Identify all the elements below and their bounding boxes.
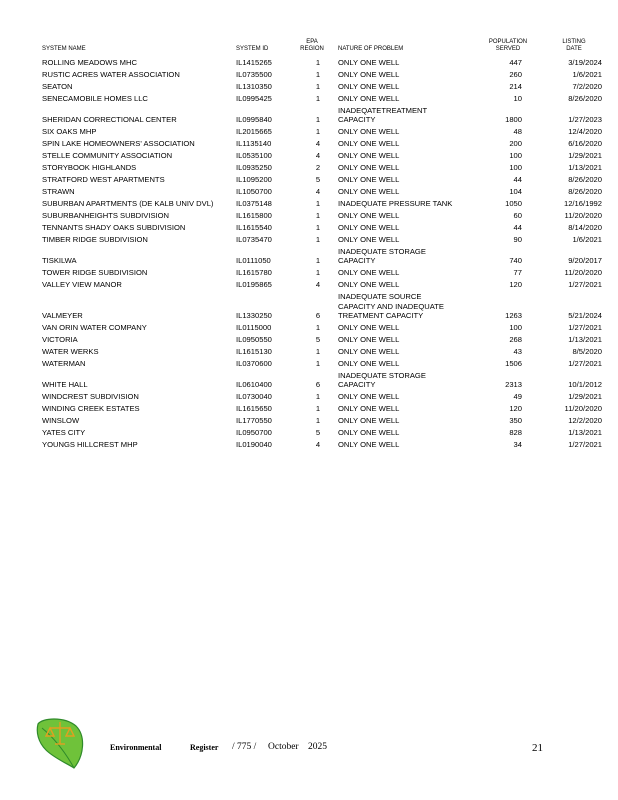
population-cell: 740 [509,256,522,266]
table-row [42,57,602,69]
listing-date-cell: 1/6/2021 [572,70,602,80]
listing-date-cell: 3/19/2024 [568,58,602,68]
listing-date-cell: 1/29/2021 [568,151,602,161]
population-cell: 200 [509,139,522,149]
table-row [42,267,602,279]
epa-region-cell: 4 [315,151,321,161]
table-row [42,322,602,334]
table-row [42,186,602,198]
system-id-cell: IL1330250 [236,310,272,320]
system-name-cell: WINDCREST SUBDIVISION [42,391,139,401]
system-name-cell: TENNANTS SHADY OAKS SUBDIVISION [42,223,186,233]
problem-cell: ONLY ONE WELL [338,175,400,185]
listing-date-cell: 1/13/2021 [568,163,602,173]
system-id-cell: IL0535100 [236,151,272,161]
system-id-cell: IL0995840 [236,115,272,125]
problem-cell: ONLY ONE WELL [338,223,400,233]
system-id-cell: IL1310350 [236,82,272,92]
epa-region-cell: 4 [315,280,321,290]
listing-date-cell: 10/1/2012 [568,379,602,389]
epa-region-cell: 1 [315,322,321,332]
system-id-cell: IL0995425 [236,94,272,104]
problem-cell: ONLY ONE WELL [338,334,400,344]
listing-date-cell: 1/27/2021 [568,280,602,290]
epa-region-cell: 4 [315,439,321,449]
table-row [42,403,602,415]
epa-region-cell: 1 [315,199,321,209]
epa-region-cell: 1 [315,268,321,278]
system-name-cell: WATER WERKS [42,346,99,356]
system-id-cell: IL1770550 [236,415,272,425]
system-id-cell: IL1415265 [236,58,272,68]
epa-region-cell: 6 [315,310,321,320]
listing-date-cell: 1/27/2021 [568,358,602,368]
epa-region-cell: 1 [315,415,321,425]
epa-region-cell: 1 [315,403,321,413]
footer-year: 2025 [308,742,327,752]
system-id-cell: IL0111050 [236,256,271,266]
listing-date-cell: 8/26/2020 [568,187,602,197]
table-row [42,150,602,162]
listing-date-cell: 1/27/2021 [568,322,602,332]
register-table [42,57,602,451]
system-name-cell: STELLE COMMUNITY ASSOCIATION [42,151,173,161]
table-row [42,415,602,427]
population-cell: 350 [509,415,522,425]
table-row [42,439,602,451]
listing-date-cell: 7/2/2020 [572,82,602,92]
population-cell: 44 [513,175,522,185]
table-row [42,69,602,81]
listing-date-cell: 1/13/2021 [568,427,602,437]
table-row [42,357,602,369]
population-cell: 1506 [505,358,522,368]
leaf-scales-logo-icon [34,714,88,772]
system-name-cell: WINSLOW [42,415,80,425]
problem-cell: ONLY ONE WELL [338,322,400,332]
problem-cell: ONLY ONE WELL [338,439,400,449]
table-row [42,198,602,210]
problem-cell: ONLY ONE WELL [338,427,400,437]
problem-cell: ONLY ONE WELL [338,268,400,278]
population-cell: 1800 [505,115,522,125]
epa-region-cell: 4 [315,187,321,197]
problem-cell: ONLY ONE WELL [338,127,400,137]
population-cell: 120 [509,280,522,290]
epa-region-cell: 1 [315,82,321,92]
listing-date-cell: 11/20/2020 [564,403,602,413]
problem-cell: INADEQUATE STORAGE CAPACITY [338,370,426,389]
epa-region-cell: 1 [315,211,321,221]
epa-region-cell: 1 [315,358,321,368]
problem-cell: ONLY ONE WELL [338,58,400,68]
listing-date-cell: 1/27/2021 [568,439,602,449]
problem-cell: ONLY ONE WELL [338,415,400,425]
system-id-cell: IL0735500 [236,70,272,80]
header-population-served: POPULATION SERVED [488,39,528,52]
system-id-cell: IL0950550 [236,334,272,344]
listing-date-cell: 8/26/2020 [568,175,602,185]
epa-region-cell: 2 [315,163,321,173]
system-name-cell: WHITE HALL [42,379,88,389]
listing-date-cell: 6/16/2020 [568,139,602,149]
population-cell: 120 [509,403,522,413]
system-name-cell: WATERMAN [42,358,86,368]
header-system-name: SYSTEM NAME [42,46,86,52]
system-name-cell: VICTORIA [42,334,78,344]
population-cell: 10 [513,94,522,104]
problem-cell: ONLY ONE WELL [338,94,400,104]
population-cell: 1050 [505,199,522,209]
listing-date-cell: 5/21/2024 [568,310,602,320]
population-cell: 100 [509,163,522,173]
epa-region-cell: 1 [315,235,321,245]
epa-region-cell: 5 [315,427,321,437]
problem-cell: ONLY ONE WELL [338,139,400,149]
system-name-cell: WINDING CREEK ESTATES [42,403,140,413]
system-name-cell: SPIN LAKE HOMEOWNERS' ASSOCIATION [42,139,195,149]
system-id-cell: IL1615780 [236,268,272,278]
table-row [42,210,602,222]
epa-region-cell: 5 [315,175,321,185]
footer-environmental: Environmental [110,743,162,752]
problem-cell: ONLY ONE WELL [338,391,400,401]
population-cell: 104 [509,187,522,197]
problem-cell: ONLY ONE WELL [338,151,400,161]
problem-cell: INADEQUATE SOURCE CAPACITY AND INADEQUATE TREATMENT CAPACITY [338,292,444,320]
system-name-cell: VALMEYER [42,310,83,320]
system-name-cell: SEATON [42,82,73,92]
problem-cell: ONLY ONE WELL [338,211,400,221]
problem-cell: INADEQUATE PRESSURE TANK [338,199,453,209]
system-id-cell: IL0730040 [236,391,272,401]
footer-page-number: 21 [532,742,543,754]
population-cell: 48 [513,127,522,137]
problem-cell: ONLY ONE WELL [338,280,400,290]
table-row [42,369,602,390]
population-cell: 60 [513,211,522,221]
system-id-cell: IL1135140 [236,139,272,149]
system-id-cell: IL0370600 [236,358,272,368]
table-row [42,138,602,150]
listing-date-cell: 9/20/2017 [568,256,602,266]
population-cell: 100 [509,322,522,332]
population-cell: 43 [513,346,522,356]
system-id-cell: IL1615650 [236,403,272,413]
table-row [42,105,602,126]
problem-cell: ONLY ONE WELL [338,235,400,245]
system-id-cell: IL0115000 [236,322,272,332]
epa-region-cell: 1 [315,58,321,68]
epa-region-cell: 1 [315,391,321,401]
listing-date-cell: 12/2/2020 [568,415,602,425]
population-cell: 77 [513,268,522,278]
header-system-id: SYSTEM ID [236,46,269,52]
system-name-cell: RUSTIC ACRES WATER ASSOCIATION [42,70,180,80]
system-id-cell: IL1615130 [236,346,272,356]
system-name-cell: TOWER RIDGE SUBDIVISION [42,268,148,278]
epa-region-cell: 1 [315,346,321,356]
epa-region-cell: 1 [315,94,321,104]
system-name-cell: VAN ORIN WATER COMPANY [42,322,147,332]
problem-cell: INADEQATETREATMENT CAPACITY [338,106,428,125]
problem-cell: ONLY ONE WELL [338,346,400,356]
system-id-cell: IL0950700 [236,427,272,437]
population-cell: 260 [509,70,522,80]
footer-issue: / 775 / [232,742,257,752]
table-row [42,174,602,186]
system-name-cell: STORYBOOK HIGHLANDS [42,163,137,173]
epa-region-cell: 1 [315,127,321,137]
epa-region-cell: 6 [315,379,321,389]
table-row [42,246,602,267]
listing-date-cell: 1/29/2021 [568,391,602,401]
system-id-cell: IL0195865 [236,280,272,290]
population-cell: 268 [509,334,522,344]
system-name-cell: SUBURBAN APARTMENTS (DE KALB UNIV DVL) [42,199,214,209]
population-cell: 100 [509,151,522,161]
system-id-cell: IL0375148 [236,199,272,209]
table-row [42,345,602,357]
population-cell: 214 [509,82,522,92]
problem-cell: ONLY ONE WELL [338,403,400,413]
problem-cell: ONLY ONE WELL [338,82,400,92]
system-id-cell: IL1050700 [236,187,272,197]
system-id-cell: IL0735470 [236,235,272,245]
system-name-cell: VALLEY VIEW MANOR [42,280,122,290]
population-cell: 828 [509,427,522,437]
problem-cell: ONLY ONE WELL [338,187,400,197]
listing-date-cell: 1/13/2021 [568,334,602,344]
table-row [42,162,602,174]
listing-date-cell: 11/20/2020 [564,211,602,221]
population-cell: 90 [513,235,522,245]
population-cell: 2313 [505,379,522,389]
table-row [42,291,602,321]
system-name-cell: YOUNGS HILLCREST MHP [42,439,138,449]
system-name-cell: YATES CITY [42,427,86,437]
system-id-cell: IL1615540 [236,223,272,233]
epa-region-cell: 4 [315,139,321,149]
listing-date-cell: 8/5/2020 [572,346,602,356]
listing-date-cell: 1/6/2021 [572,235,602,245]
system-id-cell: IL0610400 [236,379,272,389]
footer-register: Register [190,743,219,752]
epa-region-cell: 1 [315,223,321,233]
register-table-body [42,57,602,451]
population-cell: 44 [513,223,522,233]
system-name-cell: STRAWN [42,187,75,197]
table-row [42,126,602,138]
system-name-cell: SUBURBANHEIGHTS SUBDIVISION [42,211,170,221]
table-row [42,93,602,105]
problem-cell: ONLY ONE WELL [338,70,400,80]
listing-date-cell: 12/4/2020 [568,127,602,137]
population-cell: 34 [513,439,522,449]
population-cell: 1263 [505,310,522,320]
table-row [42,391,602,403]
table-row [42,81,602,93]
listing-date-cell: 12/16/1992 [563,199,602,209]
system-id-cell: IL0190040 [236,439,272,449]
system-name-cell: SHERIDAN CORRECTIONAL CENTER [42,115,177,125]
problem-cell: ONLY ONE WELL [338,358,400,368]
system-name-cell: STRATFORD WEST APARTMENTS [42,175,165,185]
epa-region-cell: 1 [315,115,321,125]
header-listing-date: LISTING DATE [562,39,586,52]
system-name-cell: SIX OAKS MHP [42,127,97,137]
footer-month: October [268,742,299,752]
population-cell: 49 [513,391,522,401]
header-epa-region: EPA REGION [300,39,324,52]
epa-region-cell: 1 [315,70,321,80]
system-id-cell: IL2015665 [236,127,272,137]
system-name-cell: TIMBER RIDGE SUBDIVISION [42,235,148,245]
problem-cell: ONLY ONE WELL [338,163,400,173]
system-id-cell: IL1615800 [236,211,272,221]
table-row [42,222,602,234]
listing-date-cell: 11/20/2020 [564,268,602,278]
listing-date-cell: 8/14/2020 [568,223,602,233]
listing-date-cell: 8/26/2020 [568,94,602,104]
listing-date-cell: 1/27/2023 [568,115,602,125]
table-row [42,279,602,291]
system-id-cell: IL1095200 [236,175,272,185]
epa-region-cell: 5 [315,334,321,344]
table-row [42,334,602,346]
system-name-cell: TISKILWA [42,256,77,266]
table-row [42,234,602,246]
header-nature-of-problem: NATURE OF PROBLEM [338,46,404,52]
system-name-cell: ROLLING MEADOWS MHC [42,58,137,68]
population-cell: 447 [509,58,522,68]
epa-region-cell: 1 [315,256,321,266]
system-name-cell: SENECAMOBILE HOMES LLC [42,94,148,104]
system-id-cell: IL0935250 [236,163,272,173]
table-row [42,427,602,439]
problem-cell: INADEQUATE STORAGE CAPACITY [338,247,426,266]
